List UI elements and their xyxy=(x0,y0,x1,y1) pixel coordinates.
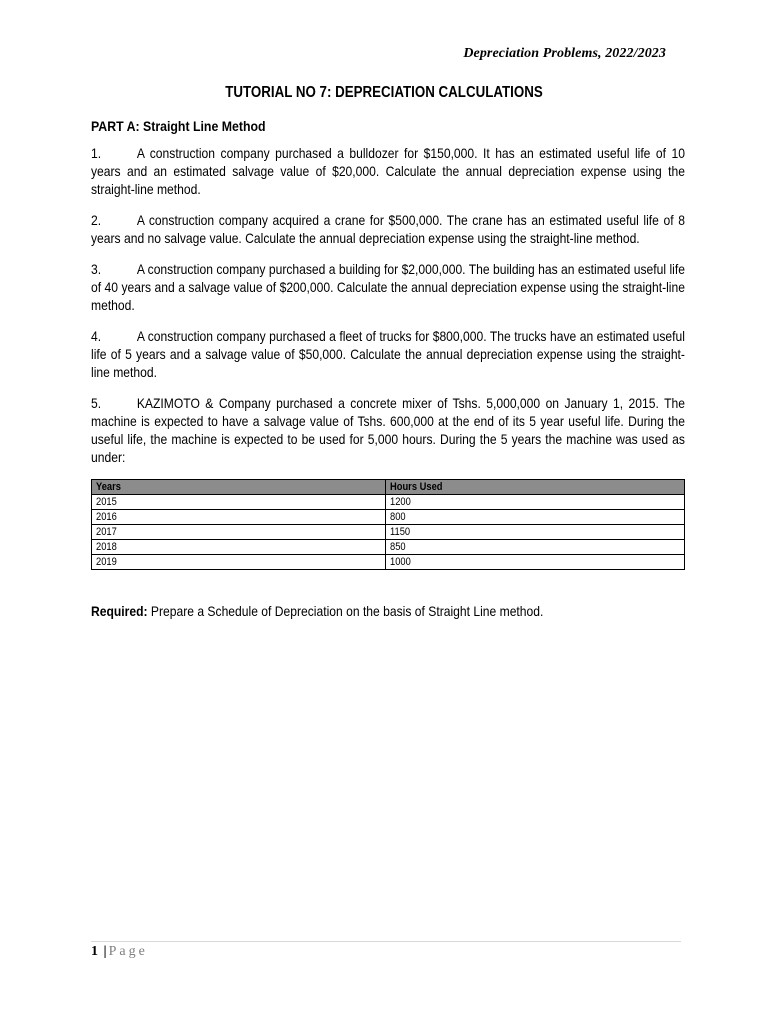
hours-cell: 1200 xyxy=(386,495,685,510)
year-cell: 2015 xyxy=(92,495,386,510)
question-number: 2. xyxy=(91,212,102,228)
required-label: Required: xyxy=(91,603,148,619)
table-row xyxy=(92,525,685,540)
column-header-hours-used: Hours Used xyxy=(386,480,685,495)
question-text: A construction company purchased a fleet of trucks for $800,000. The trucks have an estimated useful life of 5 years and a salvage value of $50,000. Calculate the annual depreciation expense using the straight-line method. xyxy=(91,328,685,380)
table-row xyxy=(92,555,685,570)
page-footer xyxy=(91,944,148,960)
required-instruction xyxy=(91,603,543,619)
year-cell: 2016 xyxy=(92,510,386,525)
question-text: KAZIMOTO & Company purchased a concrete mixer of Tshs. 5,000,000 on January 1, 2015. The machine is expected to have a salvage value of Tshs. 600,000 at the end of its 5 year useful life. During the useful life, the machine is expected to be used for 5,000 hours. During the 5 years the machine was used as under: xyxy=(91,395,685,465)
table-header-row xyxy=(92,480,685,495)
part-a-section xyxy=(91,117,685,479)
question-text: A construction company purchased a building for $2,000,000. The building has an estimated useful life of 40 years and a salvage value of $200,000. Calculate the annual depreciation expense using the straight-line method. xyxy=(91,261,685,313)
page-word: Page xyxy=(108,944,148,959)
question-5 xyxy=(91,394,685,466)
footer-divider xyxy=(91,941,681,942)
question-number: 3. xyxy=(91,261,102,277)
part-a-heading: PART A: Straight Line Method xyxy=(91,118,266,134)
hours-cell: 850 xyxy=(386,540,685,555)
page-number: 1 xyxy=(91,944,98,959)
question-number: 1. xyxy=(91,145,102,161)
hours-used-table xyxy=(91,479,685,570)
table-row xyxy=(92,510,685,525)
question-3 xyxy=(91,260,685,314)
table-row xyxy=(92,495,685,510)
question-4 xyxy=(91,327,685,381)
column-header-years: Years xyxy=(92,480,386,495)
question-number: 4. xyxy=(91,328,102,344)
question-1 xyxy=(91,144,685,198)
question-2 xyxy=(91,211,685,247)
required-text: Prepare a Schedule of Depreciation on the basis of Straight Line method. xyxy=(147,603,544,619)
question-number: 5. xyxy=(91,395,102,411)
footer-separator: | xyxy=(103,944,107,959)
year-cell: 2018 xyxy=(92,540,386,555)
hours-cell: 1000 xyxy=(386,555,685,570)
page-title: TUTORIAL NO 7: DEPRECIATION CALCULATIONS xyxy=(225,84,543,101)
question-text: A construction company purchased a bulldozer for $150,000. It has an estimated useful life of 10 years and an estimated salvage value of $20,000. Calculate the annual depreciation expense using the straight-line method. xyxy=(91,145,685,197)
year-cell: 2019 xyxy=(92,555,386,570)
hours-cell: 800 xyxy=(386,510,685,525)
table-row xyxy=(92,540,685,555)
hours-cell: 1150 xyxy=(386,525,685,540)
year-cell: 2017 xyxy=(92,525,386,540)
question-text: A construction company acquired a crane for $500,000. The crane has an estimated useful life of 8 years and no salvage value. Calculate the annual depreciation expense using the straight-line method. xyxy=(91,212,685,246)
running-header: Depreciation Problems, 2022/2023 xyxy=(463,46,666,61)
